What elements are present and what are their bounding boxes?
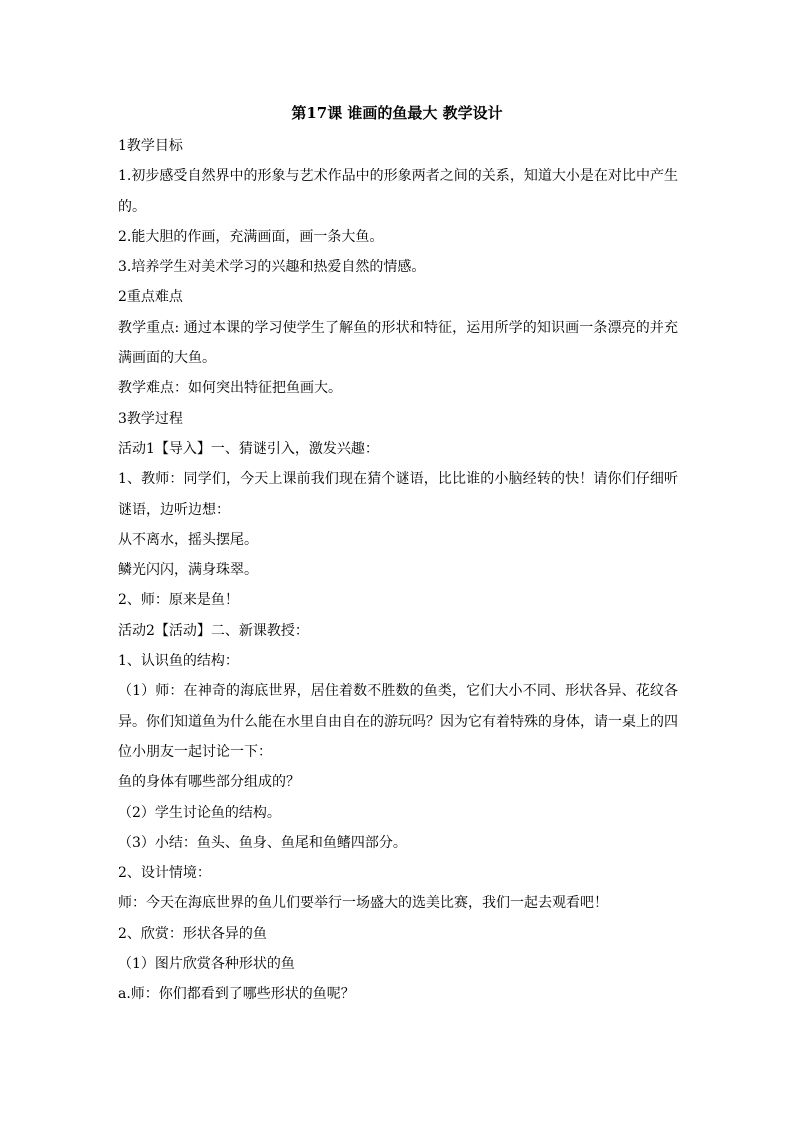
paragraph: a.师：你们都看到了哪些形状的鱼呢？ [118,986,355,1003]
section-heading-key-points: 2重点难点 [118,289,183,306]
paragraph: 师：今天在海底世界的鱼儿们要举行一场盛大的选美比赛，我们一起去观看吧！ [118,895,608,912]
document-body [118,131,678,1010]
paragraph: 教学重点: 通过本课的学习使学生了解鱼的形状和特征，运用所学的知识画一条漂亮的并充满画面的大鱼。 [118,319,678,367]
paragraph: 2、设计情境： [118,865,211,882]
paragraph: （1）图片欣赏各种形状的鱼 [118,956,295,973]
paragraph: （2）学生讨论鱼的结构。 [118,804,281,821]
paragraph: 2.能大胆的作画，充满画面，画一条大鱼。 [118,228,384,245]
document-title: 第17课 谁画的鱼最大 教学设计 [291,104,503,122]
paragraph: 从不离水，摇头摆尾。 [118,531,258,548]
paragraph: 鳞光闪闪，满身珠翠。 [118,562,258,579]
section-heading-process: 3教学过程 [118,410,183,427]
paragraph: 2、欣赏：形状各异的鱼 [118,925,267,942]
paragraph: 教学难点：如何突出特征把鱼画大。 [118,380,342,397]
section-heading-objectives: 1教学目标 [118,138,183,154]
paragraph: 2、师：原来是鱼！ [118,592,239,609]
paragraph: 1、教师：同学们，今天上课前我们现在猜个谜语，比比谁的小脑经转的快！请你们仔细听谜语，边听边想： [118,471,678,518]
paragraph: 活动2【活动】二、新课教授： [118,622,309,639]
paragraph: （3）小结：鱼头、鱼身、鱼尾和鱼鳍四部分。 [118,834,407,851]
paragraph: （1）师：在神奇的海底世界，居住着数不胜数的鱼类，它们大小不同、形状各异、花纹各异。你们知道鱼为什么能在水里自由自在的游玩吗？因为它有着特殊的身体，请一桌上的四位小朋友一起讨论一下： [118,683,678,760]
paragraph: 1、认识鱼的结构： [118,653,239,670]
paragraph: 鱼的身体有哪些部分组成的？ [118,774,300,791]
paragraph: 1.初步感受自然界中的形象与艺术作品中的形象两者之间的关系，知道大小是在对比中产生的。 [118,168,678,215]
paragraph: 活动1【导入】一、猜谜引入，激发兴趣： [118,440,379,457]
paragraph: 3.培养学生对美术学习的兴趣和热爱自然的情感。 [118,259,426,276]
